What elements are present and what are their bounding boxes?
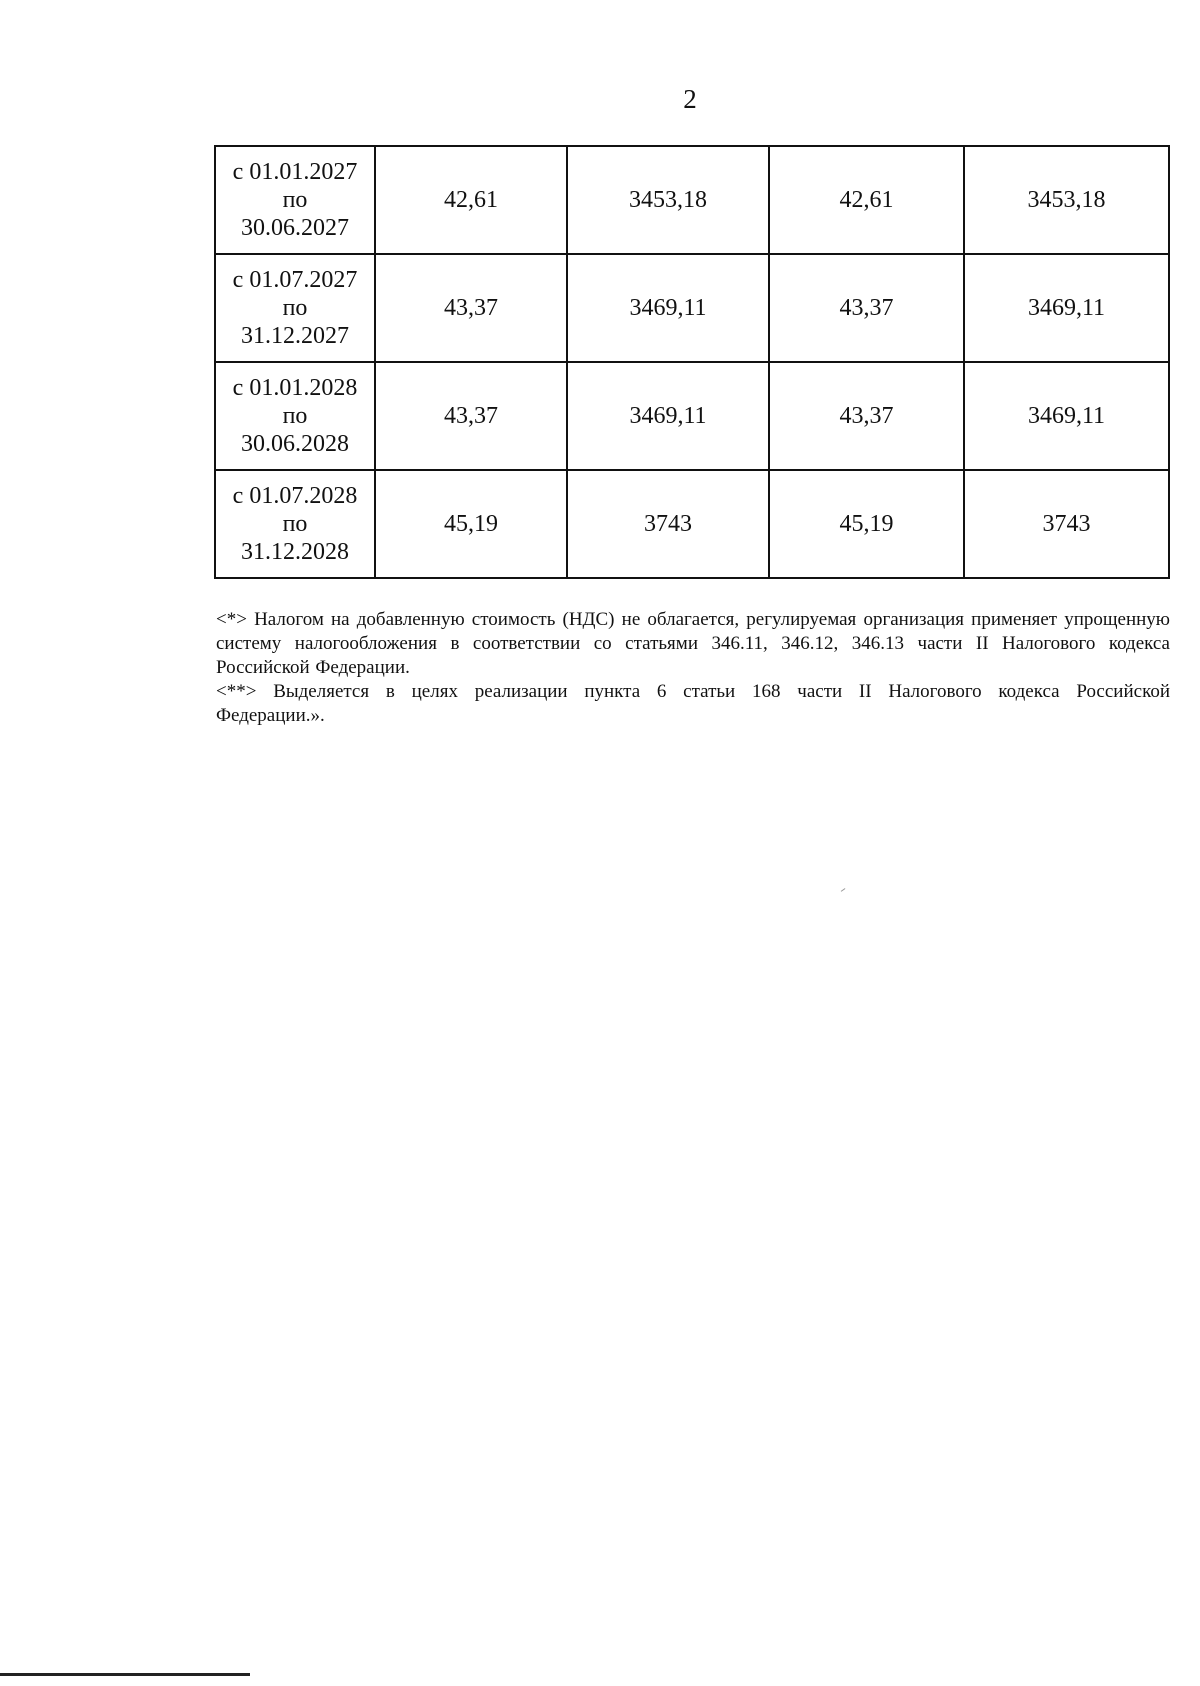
period-separator: по [282,187,308,213]
period-start: с 01.07.2028 [232,483,358,509]
period-separator: по [282,295,308,321]
period-cell [215,362,375,470]
footnote-vat-allocated: <**> Выделяется в целях реализации пункта 6 статьи 168 части II Налогового кодекса Российской Федерации.». [216,681,1170,726]
period-start: с 01.01.2027 [232,159,358,185]
value-cell: 3453,18 [567,146,769,254]
value-cell: 3469,11 [964,362,1169,470]
value-cell: 43,37 [375,362,567,470]
table-row [215,362,1169,470]
value-cell: 45,19 [375,470,567,578]
value-cell: 3453,18 [964,146,1169,254]
period-cell [215,146,375,254]
table-row [215,254,1169,362]
value-cell: 3469,11 [567,254,769,362]
footnote-vat-exempt: <*> Налогом на добавленную стоимость (НДС) не облагается, регулируемая организация применяет упрощенную систему налогообложения в соответствии со статьями 346.11, 346.12, 346.13 части II Налогового кодекса Российской Федерации. [216,609,1170,678]
period-start: с 01.01.2028 [232,375,358,401]
period-end: 31.12.2028 [241,539,349,565]
value-cell: 45,19 [769,470,964,578]
period-separator: по [282,511,308,537]
value-cell: 43,37 [769,362,964,470]
value-cell: 3469,11 [964,254,1169,362]
value-cell: 3743 [567,470,769,578]
period-end: 31.12.2027 [241,323,349,349]
value-cell: 42,61 [375,146,567,254]
period-cell [215,254,375,362]
period-start: с 01.07.2027 [232,267,358,293]
value-cell: 3469,11 [567,362,769,470]
page-number: 2 [683,84,697,114]
period-end: 30.06.2027 [241,215,349,241]
table-row [215,470,1169,578]
value-cell: 43,37 [769,254,964,362]
scan-edge-line [0,1673,250,1676]
scan-speck [841,888,849,896]
period-separator: по [282,403,308,429]
footnotes [216,608,1170,728]
value-cell: 43,37 [375,254,567,362]
value-cell: 42,61 [769,146,964,254]
period-end: 30.06.2028 [241,431,349,457]
period-cell [215,470,375,578]
tariff-table [214,145,1170,579]
value-cell: 3743 [964,470,1169,578]
table-row [215,146,1169,254]
